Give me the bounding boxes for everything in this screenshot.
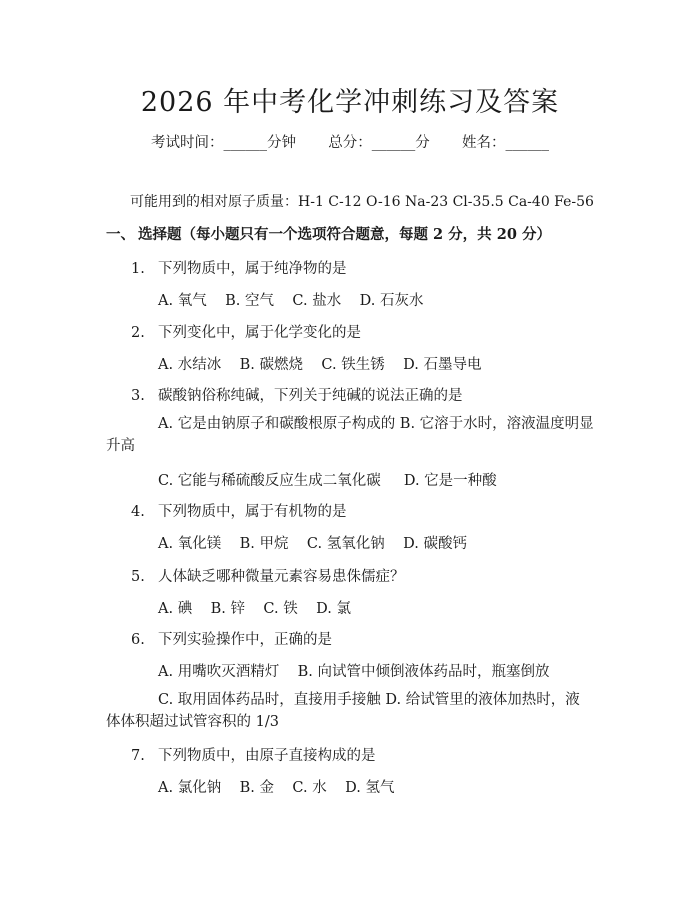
question-options: A. 用嘴吹灭酒精灯 B. 向试管中倾倒液体药品时，瓶塞倒放 [158,664,550,680]
total-score: 总分：______分 [328,135,430,151]
question-number: 1. [131,261,145,277]
question-text: 下列物质中，属于纯净物的是 [158,261,347,277]
question-text: 下列实验操作中，正确的是 [158,632,332,648]
question-number: 7. [131,748,145,764]
question-stem [131,628,332,649]
question-options-wrapped: A. 它是由钠原子和碳酸根原子构成的 B. 它溶于水时，溶液温度明显升高 [106,416,594,454]
atomic-masses: 可能用到的相对原子质量：H-1 C-12 O-16 Na-23 Cl-35.5 Ca-40 Fe-56 [130,194,594,210]
section-title: 选择题（每小题只有一个选项符合题意，每题 2 分，共 20 分） [138,226,551,243]
section-heading [106,223,551,244]
question-stem [131,384,463,405]
question-number: 6. [131,632,145,648]
question-stem [131,500,347,521]
question-options: C. 它能与稀硫酸反应生成二氧化碳 D. 它是一种酸 [158,473,497,489]
section-number: 一、 [106,226,135,243]
exam-meta [0,131,700,152]
question-text: 下列物质中，由原子直接构成的是 [158,748,376,764]
question-options: A. 碘 B. 锌 C. 铁 D. 氯 [158,601,351,617]
question-options: A. 水结冰 B. 碳燃烧 C. 铁生锈 D. 石墨导电 [158,357,482,373]
question-text: 下列变化中，属于化学变化的是 [158,325,361,341]
question-number: 4. [131,504,145,520]
question-stem [131,744,376,765]
page-title: 2026 年中考化学冲刺练习及答案 [140,87,560,118]
question-stem [131,321,361,342]
exam-time: 考试时间：______分钟 [150,135,296,151]
question-options: A. 氧化镁 B. 甲烷 C. 氢氧化钠 D. 碳酸钙 [158,536,467,552]
question-options: A. 氧气 B. 空气 C. 盐水 D. 石灰水 [158,293,424,309]
question-text: 碳酸钠俗称纯碱，下列关于纯碱的说法正确的是 [158,388,463,404]
question-number: 3. [131,388,145,404]
question-number: 5. [131,569,145,585]
question-number: 2. [131,325,145,341]
student-name: 姓名：______ [462,135,550,151]
question-stem [131,565,405,586]
question-text: 下列物质中，属于有机物的是 [158,504,347,520]
question-text: 人体缺乏哪种微量元素容易患侏儒症？ [158,569,405,585]
question-options: A. 氯化钠 B. 金 C. 水 D. 氢气 [158,780,395,796]
question-options-wrapped: C. 取用固体药品时，直接用手接触 D. 给试管里的液体加热时，液体体积超过试管容积的 1/3 [106,692,580,730]
question-stem [131,257,347,278]
